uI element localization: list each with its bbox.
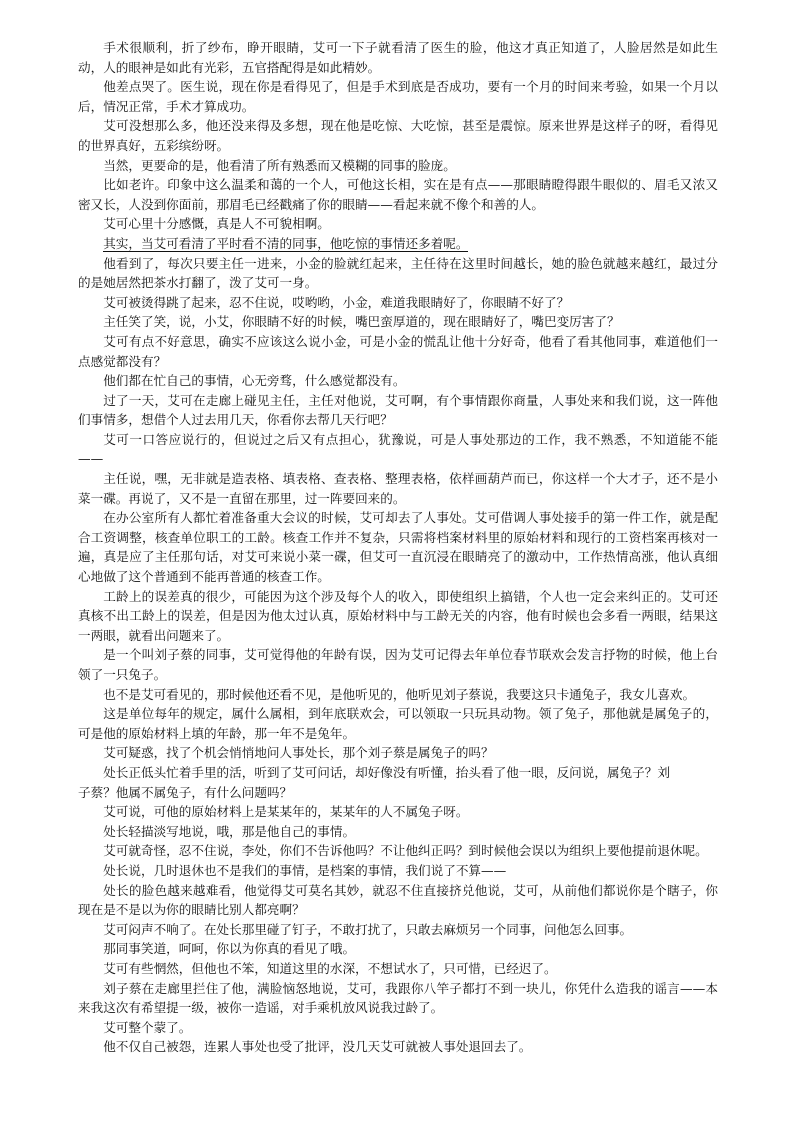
paragraph: 艾可疑惑，找了个机会悄悄地问人事处长，那个刘子蔡是属兔子的吗？ <box>103 745 494 761</box>
paragraph: 刘子蔡在走廊里拦住了他，满脸恼怒地说，艾可，我跟你八竿子都打不到一块儿，你凭什么造我的谣言——本来我这次有希望提一级，被你一造谣，对手乘机放风说我过龄了。 <box>78 980 718 1016</box>
paragraph: 比如老许。印象中这么温柔和蔼的一个人，可他这长相，实在是有点——那眼睛瞪得跟牛眼似的、眉毛又浓又密又长，人没到你面前，那眉毛已经戳痛了你的眼睛——看起来就不像个和善的人。 <box>78 177 718 212</box>
paragraph: 艾可被烫得跳了起来，忍不住说，哎哟哟，小金，难道我眼睛好了，你眼睛不好了？ <box>103 294 570 310</box>
paragraph: 艾可整个蒙了。 <box>103 1019 192 1035</box>
paragraph: 他看到了，每次只要主任一进来，小金的脸就红起来，主任待在这里时间越长，她的脸色就越来越红，最过分的是她居然把茶水打翻了，泼了艾可一身。 <box>78 255 718 291</box>
paragraph: 他差点哭了。医生说，现在你是看得见了，但是手术到底是否成功，要有一个月的时间来考验，如果一个月以后，情况正常，手术才算成功。 <box>78 79 718 114</box>
paragraph-continuation: 子蔡？他属不属兔子，有什么问题吗？ <box>78 784 293 800</box>
paragraph: 处长说，几时退休也不是我们的事情，是档案的事情，我们说了不算—— <box>103 862 507 878</box>
paragraph: 艾可心里十分感慨，真是人不可貌相啊。 <box>103 216 330 232</box>
paragraph: 过了一天，艾可在走廊上碰见主任，主任对他说，艾可啊，有个事情跟你商量，人事处来和我们说，这一阵他们事情多，想借个人过去用几天，你看你去帮几天行吧？ <box>78 392 718 428</box>
paragraph: 当然，更要命的是，他看清了所有熟悉而又模糊的同事的脸庞。 <box>103 157 456 173</box>
paragraph: 处长的脸色越来越难看，他觉得艾可莫名其妙，就忍不住直接挤兑他说，艾可，从前他们都说你是个瞎子，你现在是不是以为你的眼睛比别人都亮啊？ <box>78 882 718 918</box>
paragraph: 处长正低头忙着手里的活，听到了艾可问话，却好像没有听懂，抬头看了他一眼，反问说，属兔子？刘 <box>103 764 670 780</box>
paragraph: 手术很顺利，折了纱布，睁开眼睛，艾可一下子就看清了医生的脸，他这才真正知道了，人脸居然是如此生动，人的眼神是如此有光彩，五官搭配得是如此精妙。 <box>78 40 718 75</box>
paragraph: 主任说，嘿，无非就是造表格、填表格、查表格、整理表格，依样画葫芦而已，你这样一个大才子，还不是小菜一碟。再说了，又不是一直留在那里，过一阵要回来的。 <box>78 471 718 506</box>
paragraph: 艾可没想那么多，他还没来得及多想，现在他是吃惊、大吃惊，甚至是震惊。原来世界是这样子的呀，看得见的世界真好，五彩缤纷呀。 <box>78 118 718 153</box>
paragraph: 艾可有些惘然，但他也不笨，知道这里的水深，不想试水了，只可惜，已经迟了。 <box>103 960 557 976</box>
paragraph: 工龄上的误差真的很少，可能因为这个涉及每个人的收入，即使组织上搞错，个人也一定会来纠正的。艾可还真核不出工龄上的误差，但是因为他太过认真，原始材料中与工龄无关的内容，他有时候也会多看一两眼，结果这一两眼，就看出问题来了。 <box>78 588 718 643</box>
document-body <box>78 38 718 1057</box>
paragraph: 艾可闷声不响了。在处长那里碰了钉子，不敢打扰了，只敢去麻烦另一个同事，问他怎么回事。 <box>103 921 633 937</box>
paragraph: 在办公室所有人都忙着准备重大会议的时候，艾可却去了人事处。艾可借调人事处接手的第一件工作，就是配合工资调整，核查单位职工的工龄。核查工作并不复杂，只需将档案材料里的原始材料和现行的工资档案再核对一遍，真是应了主任那句话，对艾可来说小菜一碟，但艾可一直沉浸在眼睛亮了的激动中，工作热情高涨，他认真细心地做了这个普通到不能再普通的核查工作。 <box>78 510 718 585</box>
paragraph: 艾可说，可他的原始材料上是某某年的，某某年的人不属兔子呀。 <box>103 804 469 820</box>
paragraph: 艾可就奇怪，忍不住说，李处，你们不告诉他吗？不让他纠正吗？到时候他会误以为组织上要他提前退休呢。 <box>103 843 708 859</box>
underlined-sentence: 其实，当艾可看清了平时看不清的同事，他吃惊的事情还多着呢。 <box>103 235 469 251</box>
paragraph: 处长轻描淡写地说，哦，那是他自己的事情。 <box>103 823 356 839</box>
paragraph: 那同事笑道，呵呵，你以为你真的看见了哦。 <box>103 941 356 957</box>
paragraph: 这是单位每年的规定，属什么属相，到年底联欢会，可以领取一只玩具动物。领了兔子，那他就是属兔子的，可是他的原始材料上填的年龄，那一年不是兔年。 <box>78 706 718 741</box>
paragraph: 艾可有点不好意思，确实不应该这么说小金，可是小金的慌乱让他十分好奇，他看了看其他同事，难道他们一点感觉都没有？ <box>78 333 718 369</box>
paragraph: 是一个叫刘子蔡的同事，艾可觉得他的年龄有误，因为艾可记得去年单位春节联欢会发言抒物的时候，他上台领了一只兔子。 <box>78 647 718 682</box>
paragraph: 也不是艾可看见的，那时候他还看不见，是他听见的，他听见刘子蔡说，我要这只卡通兔子，我女儿喜欢。 <box>103 686 696 702</box>
paragraph: 主任笑了笑，说，小艾，你眼睛不好的时候，嘴巴蛮厚道的，现在眼睛好了，嘴巴变厉害了？ <box>103 314 620 330</box>
underlined-paragraph <box>78 234 718 254</box>
paragraph: 艾可一口答应说行的，但说过之后又有点担心，犹豫说，可是人事处那边的工作，我不熟悉，不知道能不能—— <box>78 431 718 467</box>
paragraph: 他们都在忙自己的事情，心无旁骛，什么感觉都没有。 <box>103 373 406 389</box>
paragraph: 他不仅自己被怨，连累人事处也受了批评，没几天艾可就被人事处退回去了。 <box>103 1039 532 1055</box>
